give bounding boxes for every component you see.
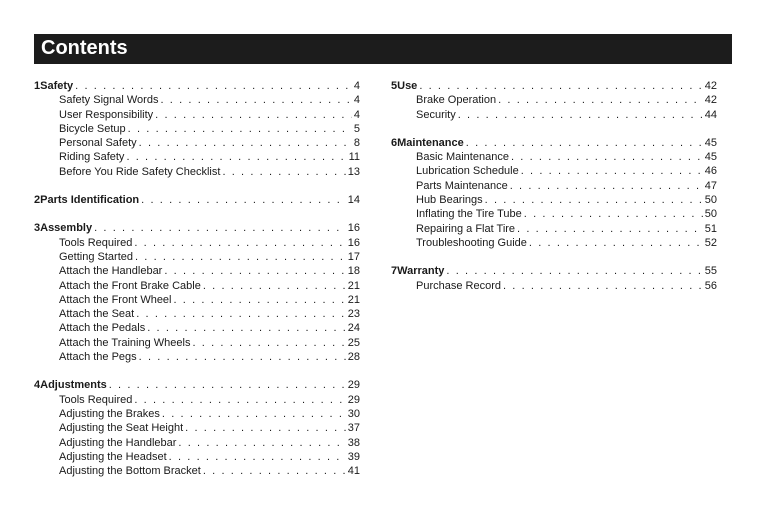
- dot-leader: [135, 250, 346, 264]
- page-number: 17: [347, 250, 360, 263]
- page-number: 56: [704, 279, 717, 292]
- dot-leader: [529, 236, 703, 250]
- toc-subsection-entry[interactable]: [391, 93, 717, 107]
- page-number: 37: [347, 422, 360, 435]
- toc-subsection-entry[interactable]: [391, 222, 717, 236]
- subsection-title: Attach the Pedals: [59, 322, 146, 335]
- dot-leader: [174, 293, 346, 307]
- toc-subsection-entry[interactable]: [34, 279, 360, 293]
- subsection-title: Adjusting the Handlebar: [59, 436, 177, 449]
- dot-leader: [155, 108, 352, 122]
- page-number: 39: [347, 450, 360, 463]
- dot-leader: [139, 136, 352, 150]
- page-number: 23: [347, 308, 360, 321]
- page-number: 50: [704, 208, 717, 221]
- dot-leader: [203, 279, 346, 293]
- dot-leader: [524, 207, 703, 221]
- toc-subsection-entry[interactable]: [391, 108, 717, 122]
- toc-left-column: [34, 79, 360, 492]
- subsection-title: Adjusting the Headset: [59, 450, 167, 463]
- chapter-number: 3: [34, 222, 41, 235]
- toc-subsection-entry[interactable]: [34, 464, 360, 478]
- toc-subsection-entry[interactable]: [34, 321, 360, 335]
- toc-subsection-entry[interactable]: [34, 393, 360, 407]
- chapter-title: Maintenance: [397, 136, 464, 149]
- dot-leader: [517, 222, 703, 236]
- dot-leader: [511, 150, 703, 164]
- toc-subsection-entry[interactable]: [34, 250, 360, 264]
- page-number: 8: [353, 137, 360, 150]
- toc-subsection-entry[interactable]: [391, 207, 717, 221]
- toc-section: [391, 136, 717, 250]
- toc-subsection-entry[interactable]: [34, 336, 360, 350]
- page-number: 5: [353, 122, 360, 135]
- toc-subsection-entry[interactable]: [34, 122, 360, 136]
- subsection-title: Parts Maintenance: [416, 179, 508, 192]
- page-number: 42: [704, 94, 717, 107]
- page-number: 11: [348, 151, 360, 164]
- page-number: 4: [353, 108, 360, 121]
- chapter-title: Assembly: [40, 222, 93, 235]
- page-number: 55: [704, 265, 717, 278]
- chapter-title: Warranty: [397, 265, 445, 278]
- page-number: 29: [347, 393, 360, 406]
- dot-leader: [222, 165, 345, 179]
- toc-subsection-entry[interactable]: [34, 264, 360, 278]
- dot-leader: [510, 179, 703, 193]
- toc-section: [391, 264, 717, 293]
- subsection-title: Attach the Handlebar: [59, 265, 163, 278]
- dot-leader: [169, 450, 346, 464]
- page-number: 50: [704, 194, 717, 207]
- page-number: 51: [704, 222, 717, 235]
- page-number: 18: [347, 265, 360, 278]
- toc-chapter-entry[interactable]: [34, 79, 360, 93]
- toc-chapter-entry[interactable]: [391, 264, 717, 278]
- chapter-title: Adjustments: [40, 379, 107, 392]
- toc-subsection-entry[interactable]: [391, 150, 717, 164]
- dot-leader: [192, 336, 345, 350]
- page-number: 45: [704, 151, 717, 164]
- page-number: 41: [347, 465, 360, 478]
- page-number: 21: [347, 293, 360, 306]
- toc-section: [34, 378, 360, 478]
- toc-subsection-entry[interactable]: [391, 279, 717, 293]
- subsection-title: Attach the Front Wheel: [59, 293, 172, 306]
- page-number: 42: [704, 80, 717, 92]
- chapter-title: Use: [397, 80, 418, 92]
- page-number: 24: [347, 322, 360, 335]
- page-number: 46: [704, 165, 717, 178]
- toc-right-column: [391, 79, 717, 307]
- toc-subsection-entry[interactable]: [34, 350, 360, 364]
- chapter-number: 1: [34, 80, 41, 92]
- subsection-title: Getting Started: [59, 250, 133, 263]
- page-number: 52: [704, 236, 717, 249]
- chapter-title: Safety: [40, 80, 74, 92]
- dot-leader: [126, 150, 346, 164]
- toc-subsection-entry[interactable]: [34, 307, 360, 321]
- toc-section: [34, 193, 360, 207]
- toc-subsection-entry[interactable]: [34, 93, 360, 107]
- dot-leader: [134, 393, 345, 407]
- dot-leader: [485, 193, 703, 207]
- toc-subsection-entry[interactable]: [34, 450, 360, 464]
- page-title: Contents: [41, 37, 128, 59]
- page-number: 30: [347, 407, 360, 420]
- dot-leader: [521, 164, 703, 178]
- subsection-title: Hub Bearings: [416, 194, 483, 207]
- subsection-title: Troubleshooting Guide: [416, 236, 527, 249]
- chapter-number: 7: [391, 265, 398, 278]
- subsection-title: Inflating the Tire Tube: [416, 208, 522, 221]
- chapter-number: 2: [34, 194, 41, 207]
- toc-subsection-entry[interactable]: [34, 293, 360, 307]
- subsection-title: Tools Required: [59, 393, 133, 406]
- subsection-title: Attach the Pegs: [59, 351, 137, 364]
- subsection-title: Repairing a Flat Tire: [416, 222, 516, 235]
- chapter-number: 5: [391, 80, 398, 92]
- subsection-title: Personal Safety: [59, 137, 137, 150]
- subsection-title: Purchase Record: [416, 279, 501, 292]
- toc-subsection-entry[interactable]: [34, 165, 360, 179]
- dot-leader: [109, 378, 346, 392]
- dot-leader: [458, 108, 703, 122]
- subsection-title: Lubrication Schedule: [416, 165, 519, 178]
- page-number: 4: [353, 80, 360, 92]
- subsection-title: Attach the Front Brake Cable: [59, 279, 201, 292]
- page-number: 38: [347, 436, 360, 449]
- subsection-title: Security: [416, 108, 456, 121]
- subsection-title: Riding Safety: [59, 151, 125, 164]
- toc-section: [391, 79, 717, 122]
- dot-leader: [160, 93, 351, 107]
- subsection-title: Basic Maintenance: [416, 151, 509, 164]
- toc-chapter-entry[interactable]: [391, 79, 717, 93]
- dot-leader: [134, 236, 345, 250]
- toc-chapter-entry[interactable]: [34, 378, 360, 392]
- dot-leader: [136, 307, 346, 321]
- dot-leader: [128, 122, 352, 136]
- dot-leader: [139, 350, 346, 364]
- toc-subsection-entry[interactable]: [391, 164, 717, 178]
- page-number: 44: [704, 108, 717, 121]
- dot-leader: [203, 464, 346, 478]
- toc-subsection-entry[interactable]: [34, 150, 360, 164]
- page-number: 16: [347, 222, 360, 235]
- dot-leader: [141, 193, 346, 207]
- dot-leader: [75, 79, 352, 93]
- subsection-title: Brake Operation: [416, 94, 497, 107]
- page-number: 25: [347, 336, 360, 349]
- chapter-title: Parts Identification: [40, 194, 140, 207]
- toc-subsection-entry[interactable]: [34, 136, 360, 150]
- subsection-title: Tools Required: [59, 236, 133, 249]
- dot-leader: [498, 93, 703, 107]
- subsection-title: Adjusting the Brakes: [59, 407, 160, 420]
- page-number: 45: [704, 136, 717, 149]
- subsection-title: Before You Ride Safety Checklist: [59, 165, 221, 178]
- toc-subsection-entry[interactable]: [34, 236, 360, 250]
- toc-subsection-entry[interactable]: [391, 193, 717, 207]
- subsection-title: Safety Signal Words: [59, 94, 159, 107]
- dot-leader: [466, 136, 703, 150]
- dot-leader: [419, 79, 702, 93]
- chapter-number: 6: [391, 136, 398, 149]
- toc-section: [34, 221, 360, 364]
- page-number: 14: [347, 194, 360, 207]
- toc-chapter-entry[interactable]: [34, 193, 360, 207]
- toc-subsection-entry[interactable]: [34, 421, 360, 435]
- dot-leader: [178, 436, 345, 450]
- subsection-title: Adjusting the Seat Height: [59, 422, 184, 435]
- dot-leader: [147, 321, 346, 335]
- dot-leader: [446, 264, 702, 278]
- dot-leader: [185, 421, 346, 435]
- toc-section: [34, 79, 360, 179]
- dot-leader: [164, 264, 345, 278]
- toc-subsection-entry[interactable]: [391, 179, 717, 193]
- toc-subsection-entry[interactable]: [34, 407, 360, 421]
- subsection-title: Attach the Seat: [59, 308, 135, 321]
- toc-chapter-entry[interactable]: [34, 221, 360, 235]
- toc-subsection-entry[interactable]: [391, 236, 717, 250]
- subsection-title: User Responsibility: [59, 108, 154, 121]
- page-number: 13: [347, 165, 360, 178]
- subsection-title: Bicycle Setup: [59, 122, 126, 135]
- page-number: 16: [347, 236, 360, 249]
- contents-title-bar: [34, 34, 732, 64]
- subsection-title: Adjusting the Bottom Bracket: [59, 465, 201, 478]
- page-number: 47: [704, 179, 717, 192]
- dot-leader: [162, 407, 346, 421]
- dot-leader: [94, 221, 346, 235]
- toc-subsection-entry[interactable]: [34, 436, 360, 450]
- chapter-number: 4: [34, 379, 41, 392]
- page-number: 29: [347, 379, 360, 392]
- toc-chapter-entry[interactable]: [391, 136, 717, 150]
- dot-leader: [503, 279, 703, 293]
- page-number: 4: [353, 94, 360, 107]
- toc-subsection-entry[interactable]: [34, 108, 360, 122]
- page-number: 21: [347, 279, 360, 292]
- page-number: 28: [347, 351, 360, 364]
- subsection-title: Attach the Training Wheels: [59, 336, 191, 349]
